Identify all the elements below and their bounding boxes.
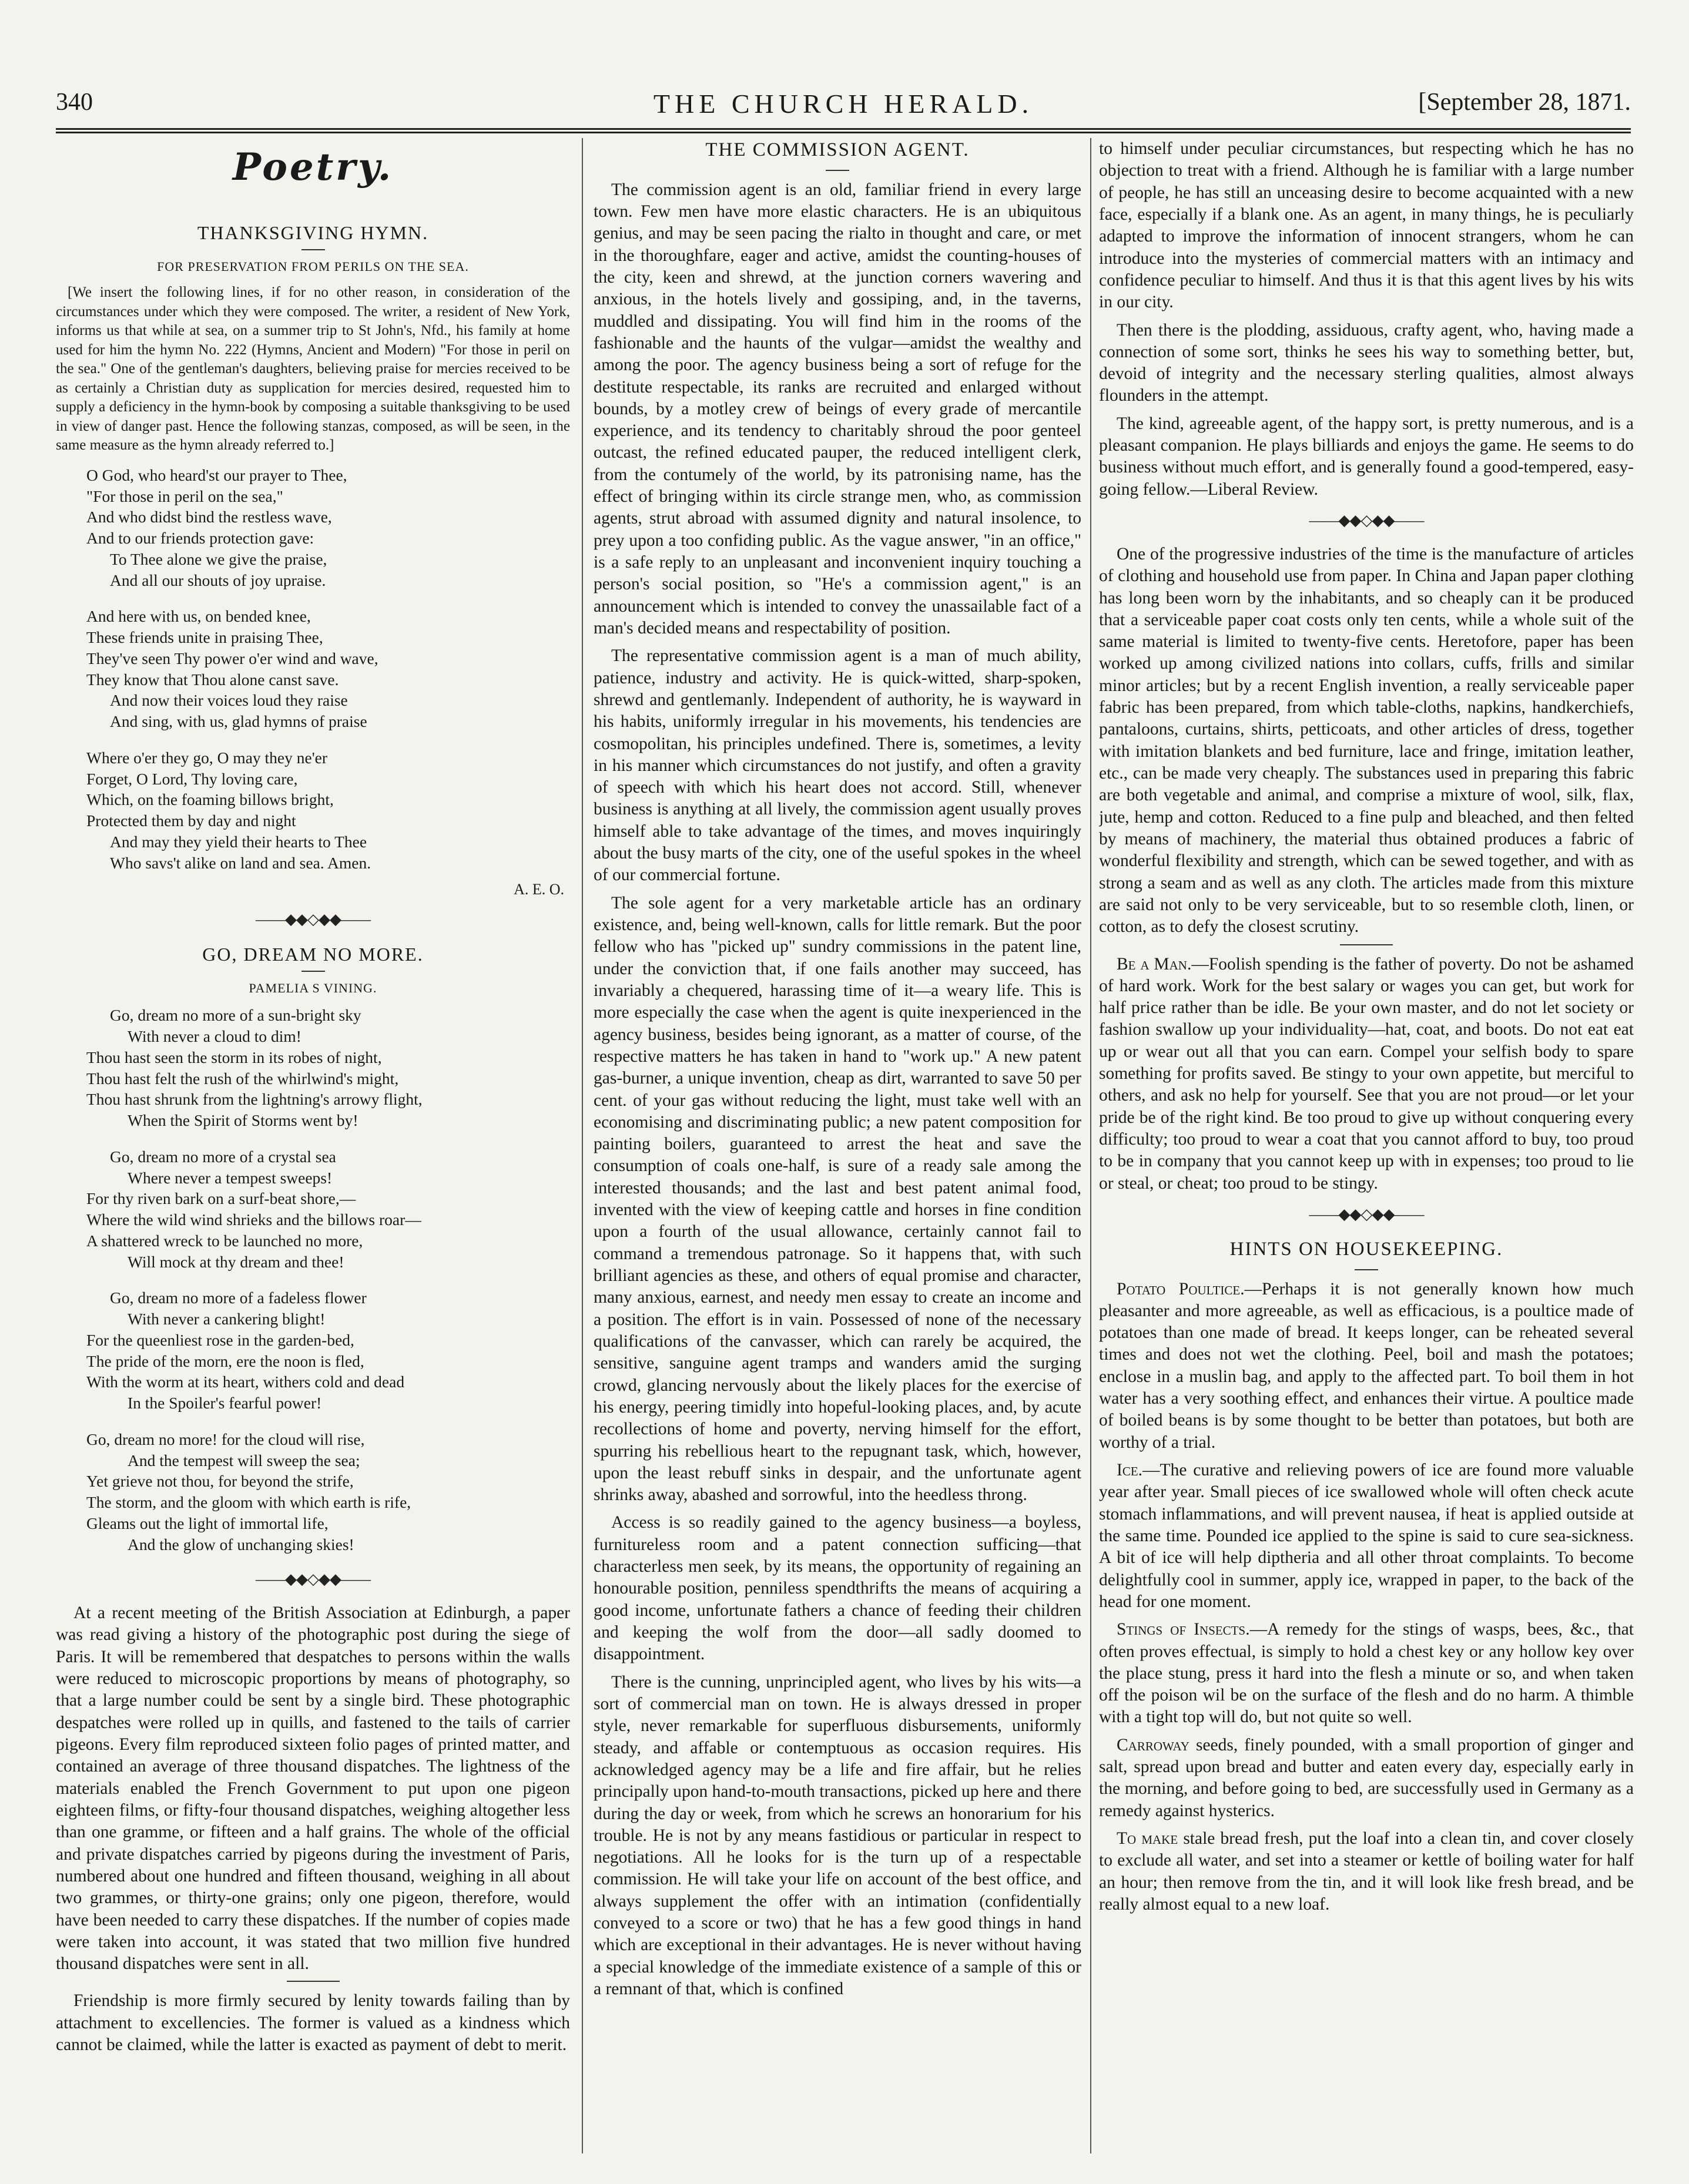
verse-line: And to our friends protection gave: bbox=[86, 529, 314, 547]
verse-line: With never a cloud to dim! bbox=[128, 1027, 301, 1046]
page-number: 340 bbox=[56, 89, 93, 116]
poetry-heading: Poetry. bbox=[232, 145, 394, 189]
article-title: THE COMMISSION AGENT. bbox=[705, 139, 970, 160]
verse-line: With the worm at its heart, withers cold and dead bbox=[86, 1373, 405, 1391]
divider bbox=[301, 971, 325, 972]
verse-line: When the Spirit of Storms went by! bbox=[128, 1111, 358, 1130]
paragraph-text: —The curative and relieving powers of ice are found more valuable year after year. Small pieces of ice swallowed whole will often check acute stomach inflammations, and will prevent nausea, if heat is applied outside at the same time. Pounded ice applied to the spine is said to cure sea-sickness. A bit of ice will help diptheria and all other throat complaints. To become delightfully cool in summer, apply ice, wrapped in paper, to the back of the head for one moment. bbox=[1099, 1461, 1634, 1611]
be-a-man-paragraph bbox=[1099, 954, 1634, 1195]
dream-stanza-1 bbox=[86, 1005, 570, 1131]
verse-line: And sing, with us, glad hymns of praise bbox=[110, 712, 367, 730]
verse-line: The pride of the morn, ere the noon is fled, bbox=[86, 1351, 364, 1370]
verse-line: For the queenliest rose in the garden-bed, bbox=[86, 1330, 354, 1349]
verse-line: And here with us, on bended knee, bbox=[86, 607, 311, 626]
verse-line: And the glow of unchanging skies! bbox=[128, 1535, 354, 1554]
verse-line: Go, dream no more of a fadeless flower bbox=[110, 1289, 367, 1307]
column-commission-agent bbox=[594, 138, 1081, 2153]
dream-stanza-4 bbox=[86, 1429, 570, 1555]
ornamental-divider: ——◆◆◇◆◆—— bbox=[256, 1571, 370, 1588]
article-paragraph: The commission agent is an old, familiar friend in every large town. Few men have more elastic characters. He is an ubiquitous genius, and may be seen pacing the rialto in thought and care, or met in the thoroughfare, eager and active, amidst the counting-houses of the city, keen and shrewd, at the junction corners wavering and anxious, in the hotels lively and gossiping, and, in the taverns, muddled and dissipating. You will find him in the rooms of the fashionable and the haunts of the vulgar—amidst the wealthy and among the poor. The agency business being a sort of refuge for the destitute respectable, its ranks are recruited and enlarged without bounds, by a motley crew of beings of every grade of mercantile experience, and its tendency to charitably shroud the poor genteel outcast, the refined educated pauper, the reduced intelligent clerk, from the contumely of the world, by its patronising name, has the effect of bringing within its circle strange men, who, as commission agents, strut abroad with assumed dignity and natural insolence, to prey upon a too confiding public. As the vague answer, "in an office," is a safe reply to an unpleasant and inconvenient inquiry touching a person's social position, so "He's a commission agent," is an announcement which is intended to convey the unassailable fact of a man's decided means and respectability of position. bbox=[594, 180, 1081, 638]
verse-line: Where the wild wind shrieks and the billows roar— bbox=[86, 1210, 421, 1229]
article-paragraph: Then there is the plodding, assiduous, crafty agent, who, having made a connection of some sort, thinks he sees his way to something better, but, devoid of integrity and the necessary sterling qualities, almost always flounders in the attempt. bbox=[1099, 320, 1634, 405]
verse-line: Thou hast seen the storm in its robes of night, bbox=[86, 1048, 382, 1066]
paragraph-lead: Be a Man. bbox=[1117, 954, 1192, 974]
hint-paragraph bbox=[1099, 1828, 1634, 1915]
verse-line: In the Spoiler's fearful power! bbox=[128, 1394, 322, 1413]
verse-line: And who didst bind the restless wave, bbox=[86, 508, 332, 526]
dream-stanza-3 bbox=[86, 1287, 570, 1414]
article-paragraph: The sole agent for a very marketable article has an ordinary existence, and, being well-known, calls for little remark. But the poor fellow who has "picked up" sundry commissions in the patent line, under the conviction that, if one fails another may succeed, has invariably a chequered, harassing time of it—a weary life. This is more especially the case when the agent is quite inexperienced in the agency business, besides being ignorant, as a matter of course, of the respective matters he has taken in hand to "work up." A new patent gas-burner, a unique invention, cheap as dirt, warranted to save 50 per cent. of your gas without reducing the light, must take well with an economising and discriminating public; a new patent composition for painting boilers, guaranteed to arrest the heat and save the consumption of coals one-half, is sure of a ready sale among the interested thousands; and the last and best patent animal food, invented with the view of keeping cattle and horses in fine condition upon a fourth of the usual allowance, certainly cannot fail to command a tremendous patronage. So it happens that, with such brilliant agencies as these, and others of equal promise and character, many anxious, earnest, and needy men essay to create an income and a position. The effort is in vain. Possessed of none of the necessary qualifications of the canvasser, which can rarely be acquired, the sensitive, sanguine agent tramps and wanders amid the surging crowd, glancing nervously about the likely places for the exercise of his energy, peering timidly into hopeful-looking places, and, by acute recollections of home and poverty, nerving himself for the effort, spurring his rebellious heart to the repugnant task, which, however, upon the least rebuff sinks in despair, and the unfortunate agent shrinks away, abashed and sorrowful, into the heedless throng. bbox=[594, 893, 1081, 1505]
verse-line: Which, on the foaming billows bright, bbox=[86, 790, 334, 809]
hint-paragraph bbox=[1099, 1619, 1634, 1729]
verse-line: Forget, O Lord, Thy loving care, bbox=[86, 769, 298, 788]
verse-line: Protected them by day and night bbox=[86, 811, 296, 830]
verse-line: Who savs't alike on land and sea. Amen. bbox=[110, 853, 371, 872]
verse-line: These friends unite in praising Thee, bbox=[86, 628, 323, 646]
hymn-title: THANKSGIVING HYMN. bbox=[197, 222, 429, 243]
header-rule bbox=[56, 128, 1631, 130]
article-paragraph: There is the cunning, unprincipled agent, who lives by his wits—a sort of commercial man on town. He is always dressed in proper style, never remarkable for superfluous disbursements, uniformly steady, and affable or contemptuous as occasion requires. His acknowledged agency may be a life and fire affair, but he relies principally upon hand-to-mouth transactions, picked up here and there during the day or week, from which he screws an honorarium for his trouble. He is not by any means fastidious or particular in respect to negotiations. All he looks for is the turn up of a respectable commission. He will take your life on account of the best office, and always supplement the offer with an intimation (confidentially conveyed to a score or two) that he has a few good things in hand which are exceptional in their advantages. He is never without having a special knowledge of the immediate existence of a sample of this or a remnant of that, which is confined bbox=[594, 1672, 1081, 1999]
pigeon-post-article: At a recent meeting of the British Association at Edinburgh, a paper was read giving a history of the photographic post during the siege of Paris. It will be remembered that despatches to persons within the walls were reduced to microscopic proportions by means of photography, so that a large number could be sent by a single bird. These photographic despatches were rolled up in quills, and fastened to the tails of carrier pigeons. Every film reproduced sixteen folio pages of printed matter, and contained an average of three thousand dispatches. The lightness of the materials enabled the French Government to put upon one pigeon eighteen films, or fifty-four thousand dispatches, weighing altogether less than one gramme, or fifteen and a half grains. The whole of the official and private dispatches carried by pigeons during the investment of Paris, numbered about one hundred and fifteen thousand, weighing in all about two grammes, or thirty-one grains; only one pigeon, therefore, would have been needed to carry these dispatches. If the number of copies made were taken into account, it was stated that two million five hundred thousand dispatches were sent in all. bbox=[56, 1603, 570, 1974]
hint-paragraph bbox=[1099, 1735, 1634, 1822]
dream-stanza-2 bbox=[86, 1146, 570, 1273]
hymn-note: [We insert the following lines, if for no other reason, in consideration of the circumstances under which they were composed. The writer, a resident of New York, informs us that while at sea, on a summer trip to St John's, Nfd., his family at home used for him the hymn No. 222 (Hymns, Ancient and Modern) "For those in peril on the sea." One of the gentleman's daughters, believing praise for mercies received to be as certainly a Christian duty as supplication for mercies desired, requested him to supply a deficiency in the hymn-book by composing a suitable thanksgiving to be used in view of danger past. Hence the following stanzas, composed, as will be seen, in the same measure as the hymn already referred to.] bbox=[56, 284, 570, 454]
verse-line: Go, dream no more! for the cloud will rise, bbox=[86, 1430, 365, 1448]
column-divider bbox=[1090, 138, 1091, 2153]
issue-date: [September 28, 1871. bbox=[1418, 89, 1631, 116]
verse-line: O God, who heard'st our prayer to Thee, bbox=[86, 465, 347, 484]
verse-line: They know that Thou alone canst save. bbox=[86, 670, 339, 689]
verse-line: Gleams out the light of immortal life, bbox=[86, 1514, 329, 1532]
article-paragraph: The representative commission agent is a man of much ability, patience, industry and activity. He is quick-witted, sharp-spoken, shrewd and gentlemanly. Independent of authority, he is wayward in his habits, uniformly irregular in his movements, his tendencies are cosmopolitan, his principles undefined. There is, sometimes, a levity in his manner which circumstances do not justify, and often a gravity of speech with which his heart does not accord. Still, whenever business is anything at all lively, the commission agent usually proves himself able to take advantage of the times, and moves inquiringly about the busy marts of the city, one of the useful spokes in the wheel of our commercial fortune. bbox=[594, 646, 1081, 885]
column-divider bbox=[582, 138, 583, 2153]
ornamental-divider: ——◆◆◇◆◆—— bbox=[1309, 1205, 1424, 1223]
verse-line: They've seen Thy power o'er wind and wave, bbox=[86, 649, 378, 667]
verse-line: To Thee alone we give the praise, bbox=[110, 549, 327, 568]
divider bbox=[287, 1981, 340, 1982]
paragraph-text: stale bread fresh, put the loaf into a clean tin, and cover closely to exclude all water, and set into a steamer or kettle of boiling water for half an hour; then remove from the tin, and it will look like fresh bread, and be really almost equal to a new loaf. bbox=[1099, 1829, 1634, 1914]
verse-line: Go, dream no more of a sun-bright sky bbox=[110, 1006, 361, 1025]
column-poetry bbox=[56, 138, 570, 2153]
verse-line: Thou hast felt the rush of the whirlwind's might, bbox=[86, 1069, 399, 1088]
verse-line: And all our shouts of joy upraise. bbox=[110, 571, 326, 589]
masthead-title: THE CHURCH HERALD. bbox=[653, 89, 1034, 119]
hymn-signature: A. E. O. bbox=[514, 881, 564, 898]
ornamental-divider: ——◆◆◇◆◆—— bbox=[1309, 512, 1424, 529]
paragraph-text: —Perhaps it is not generally known how much pleasanter and more agreeable, as well as efficacious, is a poultice made of potatoes than one made of bread. It keeps longer, can be reheated several times and does not wet the clothing. Peel, boil and mash the potatoes; enclose in a muslin bag, and apply to the affected part. To boil them in hot water has a very soothing effect, and enhances their virtue. A poultice made of boiled beans is by some thought to be better than potatoes, but both are worthy of a trial. bbox=[1099, 1279, 1634, 1452]
paragraph-lead: Potato Poultice. bbox=[1117, 1279, 1245, 1299]
verse-line: The storm, and the gloom with which earth is rife, bbox=[86, 1493, 411, 1512]
friendship-paragraph: Friendship is more firmly secured by lenity towards failing than by attachment to excellencies. The former is valued as a kindness which cannot be claimed, while the latter is exacted as payment of debt to merit. bbox=[56, 1991, 570, 2055]
hymn-stanza-3 bbox=[86, 747, 570, 874]
divider bbox=[1355, 1269, 1378, 1270]
verse-line: Thou hast shrunk from the lightning's arrowy flight, bbox=[86, 1090, 423, 1109]
article-paragraph: to himself under peculiar circumstances, but respecting which he has no objection to treat with a friend. Although he is familiar with a large number of people, he has still an unceasing desire to become acquainted with a new face, especially if a blank one. As an agent, in many things, he is peculiarly adapted to improve the information of innocent strangers, whom he can introduce into the mysteries of commercial matters with an intimacy and confidence peculiar to himself. And thus it is that this agent lives by his wits in our city. bbox=[1099, 139, 1634, 312]
ornamental-divider: ——◆◆◇◆◆—— bbox=[256, 911, 370, 928]
header-rule-2 bbox=[56, 132, 1631, 133]
verse-line: Where never a tempest sweeps! bbox=[128, 1168, 333, 1187]
verse-line: Will mock at thy dream and thee! bbox=[128, 1252, 344, 1271]
column-miscellany bbox=[1099, 138, 1634, 2153]
hymn-stanza-2 bbox=[86, 606, 570, 732]
paragraph-lead: Stings of Insects. bbox=[1117, 1620, 1250, 1639]
verse-line: Yet grieve not thou, for beyond the strife, bbox=[86, 1472, 354, 1491]
article-paragraph: The kind, agreeable agent, of the happy sort, is pretty numerous, and is a pleasant companion. He plays billiards and enjoys the game. He seems to do business without much effort, and is generally found a good-tempered, easy-going fellow.—Liberal Review. bbox=[1099, 414, 1634, 499]
paragraph-text: —Foolish spending is the father of poverty. Do not be ashamed of hard work. Work for the best salary or wages you can get, but work for half price rather than be idle. Be your own master, and do not let society or fashion swallow up your individuality—hat, coat, and boots. Do not eat eat up or wear out all that you can earn. Compel your selfish body to spare something for profits saved. Be stingy to your own appetite, but merciful to others, and ask no help for yourself. See that you are not proud—or let your pride be of the right kind. Be too proud to give up without conquering every difficulty; too proud to wear a coat that you cannot afford to buy, too proud to be in company that you cannot keep up with in expenses; too proud to lie or steal, or cheat; too proud to be stingy. bbox=[1099, 954, 1634, 1193]
verse-line: Go, dream no more of a crystal sea bbox=[110, 1147, 336, 1166]
verse-line: Where o'er they go, O may they ne'er bbox=[86, 748, 328, 767]
verse-line: A shattered wreck to be launched no more, bbox=[86, 1231, 363, 1250]
hint-paragraph bbox=[1099, 1279, 1634, 1454]
divider bbox=[826, 170, 849, 171]
verse-line: And may they yield their hearts to Thee bbox=[110, 832, 367, 851]
paragraph-text: —A remedy for the stings of wasps, bees, &c., that often proves effectual, is simply to hold a chest key or any hollow key over the place stung, press it hard into the flesh a minute or so, and when taken off the poison wil be on the surface of the flesh and do no harm. A thimble with a tight top will do, but not quite so well. bbox=[1099, 1620, 1634, 1727]
divider bbox=[1340, 944, 1393, 945]
paragraph-lead: Ice. bbox=[1117, 1461, 1143, 1480]
page-header bbox=[56, 88, 1631, 123]
verse-line: And now their voices loud they raise bbox=[110, 691, 348, 710]
hint-paragraph bbox=[1099, 1460, 1634, 1613]
paragraph-lead: Carroway bbox=[1117, 1735, 1189, 1754]
verse-line: "For those in peril on the sea," bbox=[86, 487, 283, 505]
paper-clothing-article: One of the progressive industries of the time is the manufacture of articles of clothing and household use from paper. In China and Japan paper clothing has long been worn by the inhabitants, and so cheaply can it be produced that a serviceable paper coat costs only ten cents, while a whole suit of the same material is limited to twenty-five cents. Heretofore, paper has been worked up among civilized nations into collars, cuffs, frills and similar minor articles; but by a recent English invention, a really serviceable paper fabric has been prepared, from which table-cloths, napkins, handkerchiefs, pantaloons, curtains, shirts, petticoats, and other articles of dress, together with imitation blankets and bed furniture, lace and fringe, imitation leather, etc., can be made very cheaply. The substances used in preparing this fabric are both vegetable and animal, and comprise a mixture of wool, silk, flax, jute, hemp and cotton. Reduced to a fine pulp and bleached, and then felted by means of machinery, the material thus obtained produces a fabric of wonderful flexibility and strength, which can be sewed together, and with as strong a seam and as well as any cloth. The articles made from this mixture are said not only to be very serviceable, but to so resemble cloth, linen, or cotton, as to defy the closest scrutiny. bbox=[1099, 544, 1634, 937]
paragraph-lead: To make bbox=[1117, 1829, 1178, 1848]
verse-line: And the tempest will sweep the sea; bbox=[128, 1451, 360, 1470]
hymn-stanza-1 bbox=[86, 465, 570, 591]
divider bbox=[301, 249, 325, 250]
hints-title: HINTS ON HOUSEKEEPING. bbox=[1229, 1238, 1503, 1260]
dream-author: PAMELIA S VINING. bbox=[249, 981, 377, 996]
verse-line: For thy riven bark on a surf-beat shore,— bbox=[86, 1189, 356, 1208]
verse-line: With never a cankering blight! bbox=[128, 1310, 326, 1328]
hymn-subtitle: FOR PRESERVATION FROM PERILS ON THE SEA. bbox=[157, 259, 469, 274]
article-paragraph: Access is so readily gained to the agency business—a boyless, furnitureless room and a patent connection sufficing—that characterless men seek, by its means, the opportunity of regaining an honourable position, penniless spendthrifts the means of acquiring a good income, unfortunate fathers a chance of feeding their children and keeping the wolf from the door—all sadly doomed to disappointment. bbox=[594, 1513, 1081, 1664]
dream-title: GO, DREAM NO MORE. bbox=[202, 944, 424, 965]
paragraph-text: seeds, finely pounded, with a small proportion of ginger and salt, spread upon bread and butter and eaten every day, especially early in the morning, and before going to bed, are successfully used in Germany as a remedy against hysterics. bbox=[1099, 1735, 1634, 1820]
